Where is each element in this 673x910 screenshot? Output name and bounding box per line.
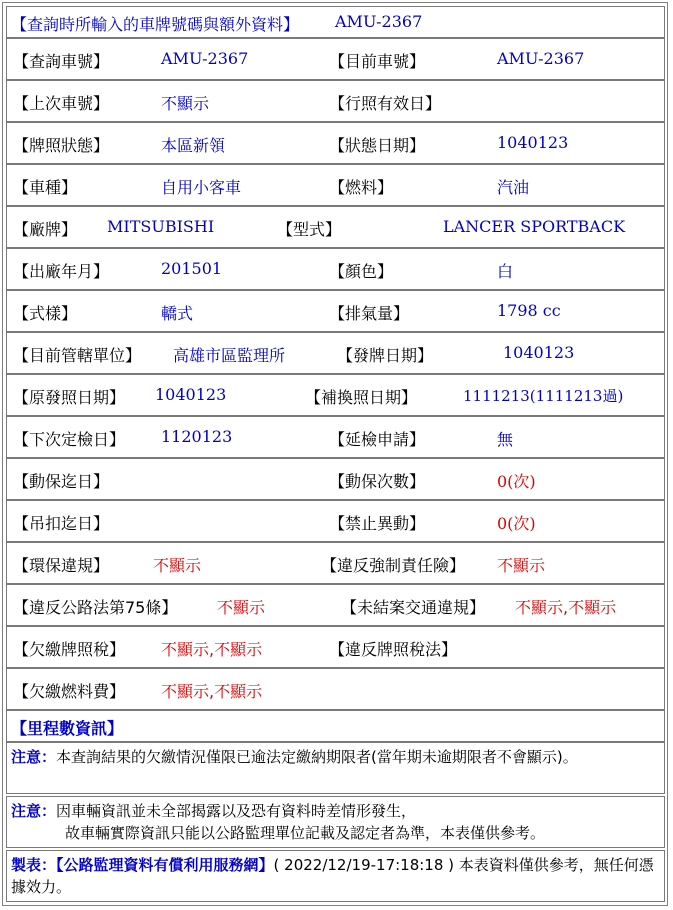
note-3 — [6, 850, 665, 902]
traffic-value: 不顯示,不顯示 — [515, 598, 617, 617]
color-value: 白 — [497, 262, 514, 281]
env-value: 不顯示 — [153, 556, 202, 575]
env-label: 【環保違規】 — [13, 556, 110, 575]
fuel-value: 汽油 — [497, 178, 530, 197]
row-plate-status — [6, 122, 665, 164]
body-style-label: 【式樣】 — [13, 304, 78, 323]
renew-license-value: 1111213(1111213過) — [463, 387, 624, 405]
plate-status-value: 本區新領 — [161, 136, 226, 155]
row-mileage — [6, 710, 665, 742]
prev-plate-label: 【上次車號】 — [13, 94, 110, 113]
forbid-label: 【禁止異動】 — [329, 514, 426, 533]
displacement-value: 1798 cc — [497, 301, 561, 320]
orig-license-value: 1040123 — [155, 385, 227, 404]
note-2-text-2: 故車輛實際資訊只能以公路監理單位記載及認定者為準，本表僅供參考。 — [65, 824, 546, 842]
traffic-label: 【未結案交通違規】 — [341, 598, 486, 617]
note-1-text-block — [11, 746, 660, 768]
note-2-line-2 — [65, 822, 660, 844]
row-license-dates — [6, 374, 665, 416]
next-inspect-value: 1120123 — [161, 427, 233, 446]
road-law-value: 不顯示 — [217, 598, 266, 617]
row-plate — [6, 38, 665, 80]
mov-lien-count-label: 【動保次數】 — [329, 472, 426, 491]
office-label: 【目前管轄單位】 — [13, 346, 142, 365]
row-body-style — [6, 290, 665, 332]
fuel-fee-label: 【欠繳燃料費】 — [13, 682, 126, 701]
insurance-value: 不顯示 — [497, 556, 546, 575]
extend-inspect-value: 無 — [497, 430, 514, 449]
plate-tax-law-label: 【違反牌照稅法】 — [329, 640, 458, 659]
renew-license-label: 【補換照日期】 — [305, 388, 418, 407]
header-title-plate: AMU-2367 — [335, 12, 423, 31]
office-value: 高雄市區監理所 — [173, 346, 286, 365]
body-style-value: 轎式 — [161, 304, 194, 323]
row-revoke — [6, 500, 665, 542]
row-fuel-fee — [6, 668, 665, 710]
note-3-text-block — [11, 854, 660, 898]
note-1-text: 本查詢結果的欠繳情況僅限已逾法定繳納期限者(當年期未逾期限者不會顯示)。 — [56, 748, 578, 766]
orig-license-label: 【原發照日期】 — [13, 388, 126, 407]
model-label: 【型式】 — [277, 220, 342, 239]
mfg-date-label: 【出廠年月】 — [13, 262, 110, 281]
row-vehicle-type — [6, 164, 665, 206]
row-prev-plate — [6, 80, 665, 122]
note-2 — [6, 796, 665, 848]
extend-inspect-label: 【延檢申請】 — [329, 430, 426, 449]
note-3-key: 製表： — [11, 856, 57, 874]
issue-date-label: 【發牌日期】 — [337, 346, 434, 365]
row-env — [6, 542, 665, 584]
vehicle-type-value: 自用小客車 — [161, 178, 242, 197]
note-3-text: ( 2022/12/19-17:18:18 ) 本表資料僅供參考，無任何憑據效力。 — [11, 856, 654, 896]
mov-lien-label: 【動保迄日】 — [13, 472, 110, 491]
status-date-label: 【狀態日期】 — [329, 136, 426, 155]
issue-date-value: 1040123 — [503, 343, 575, 362]
color-label: 【顏色】 — [329, 262, 394, 281]
fuel-label: 【燃料】 — [329, 178, 394, 197]
note-2-line-1 — [11, 800, 660, 822]
row-brand — [6, 206, 665, 248]
mfg-date-value: 201501 — [161, 259, 223, 278]
insurance-label: 【違反強制責任險】 — [321, 556, 466, 575]
plate-tax-value: 不顯示,不顯示 — [161, 640, 263, 659]
status-date-value: 1040123 — [497, 133, 569, 152]
vehicle-type-label: 【車種】 — [13, 178, 78, 197]
prev-plate-value: 不顯示 — [161, 94, 210, 113]
road-law-label: 【違反公路法第75條】 — [13, 598, 178, 617]
row-mfg — [6, 248, 665, 290]
query-plate-label: 【查詢車號】 — [13, 52, 110, 71]
row-inspection — [6, 416, 665, 458]
next-inspect-label: 【下次定檢日】 — [13, 430, 126, 449]
plate-tax-label: 【欠繳牌照稅】 — [13, 640, 126, 659]
brand-label: 【廠牌】 — [13, 220, 78, 239]
current-plate-value: AMU-2367 — [497, 49, 585, 68]
row-road-law — [6, 584, 665, 626]
query-plate-value: AMU-2367 — [161, 49, 249, 68]
displacement-label: 【排氣量】 — [329, 304, 410, 323]
plate-status-label: 【牌照狀態】 — [13, 136, 110, 155]
report-header — [6, 6, 665, 38]
mileage-label: 【里程數資訊】 — [11, 719, 124, 738]
fuel-fee-value: 不顯示,不顯示 — [161, 682, 263, 701]
license-valid-label: 【行照有效日】 — [329, 94, 442, 113]
model-value: LANCER SPORTBACK — [443, 217, 626, 236]
revoke-label: 【吊扣迄日】 — [13, 514, 110, 533]
row-office — [6, 332, 665, 374]
header-title-label: 【查詢時所輸入的車牌號碼與額外資料】 — [11, 15, 300, 34]
service-link[interactable]: 【公路監理資料有償利用服務網】 — [56, 856, 274, 874]
note-1-key: 注意： — [11, 748, 57, 766]
row-mov-lien — [6, 458, 665, 500]
current-plate-label: 【目前車號】 — [329, 52, 426, 71]
note-2-text-1: 因車輛資訊並未全部揭露以及恐有資料時差情形發生， — [56, 802, 417, 820]
forbid-value: 0(次) — [497, 514, 536, 533]
note-2-key: 注意： — [11, 802, 57, 820]
brand-value: MITSUBISHI — [107, 217, 215, 236]
mov-lien-count-value: 0(次) — [497, 472, 536, 491]
row-plate-tax — [6, 626, 665, 668]
note-1 — [6, 742, 665, 794]
